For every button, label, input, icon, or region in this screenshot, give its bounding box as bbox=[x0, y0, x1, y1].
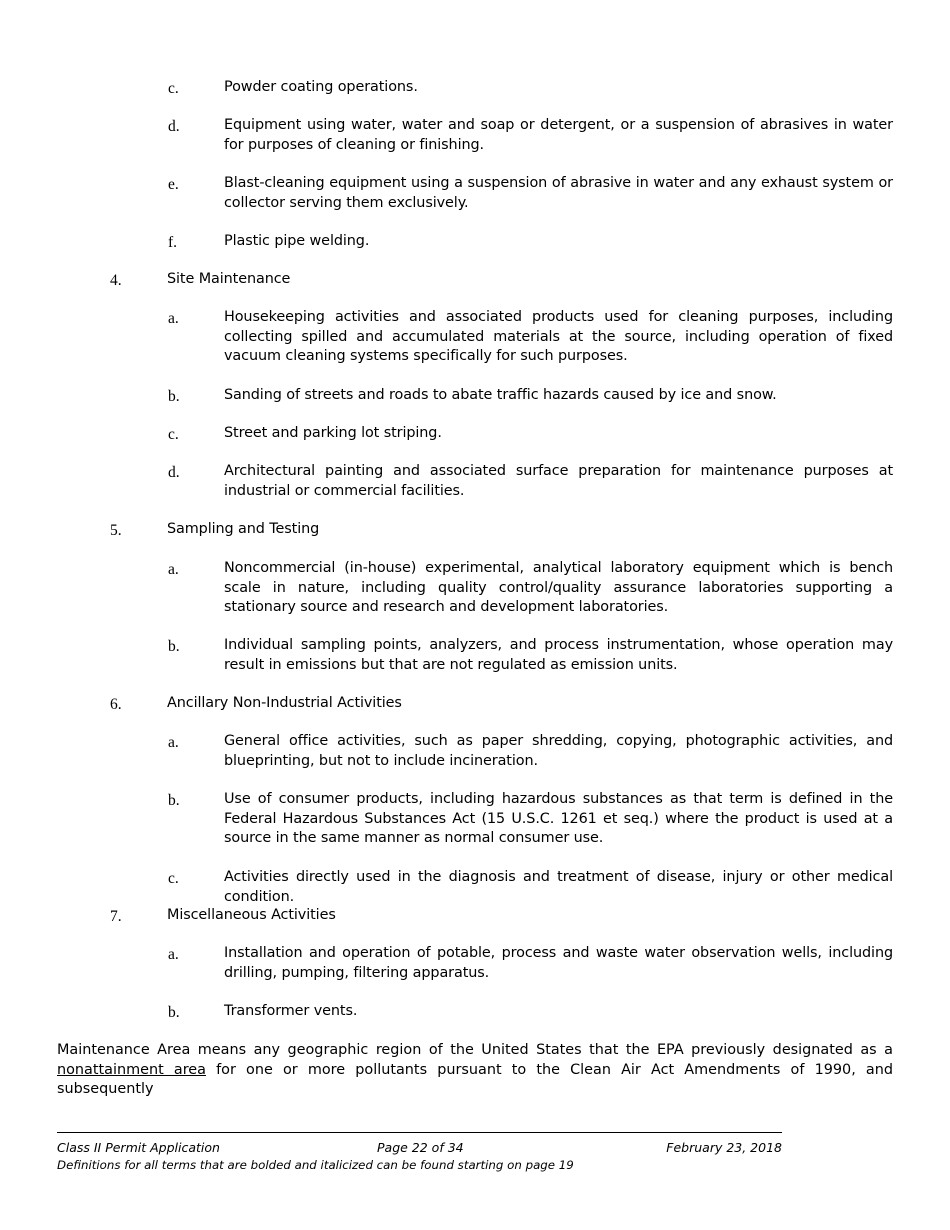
item-letter: c. bbox=[168, 870, 179, 887]
definition-text-after: for one or more pollutants pursuant to the Clean Air Act Amendments of 1990, and subsequently bbox=[57, 1061, 893, 1097]
definition-text-before: means any geographic region of the United States that the EPA previously designated as a bbox=[190, 1042, 893, 1058]
section-number: 4. bbox=[110, 272, 122, 289]
item-letter: d. bbox=[168, 464, 180, 481]
item-text: Housekeeping activities and associated products used for cleaning purposes, including collecting spilled and accumulated materials at the source, including operation of fixed vacuum cleaning systems specifically for such purposes. bbox=[224, 309, 893, 364]
section-title: Ancillary Non-Industrial Activities bbox=[167, 695, 402, 711]
item-letter: a. bbox=[168, 310, 179, 327]
item-text: Activities directly used in the diagnosis and treatment of disease, injury or other medical condition. bbox=[224, 869, 893, 905]
item-letter: c. bbox=[168, 80, 179, 97]
section-number: 7. bbox=[110, 908, 122, 925]
section-number: 5. bbox=[110, 522, 122, 539]
item-text: General office activities, such as paper shredding, copying, photographic activities, and blueprinting, but not to include incineration. bbox=[224, 733, 893, 769]
footer-note: Definitions for all terms that are bolded and italicized can be found starting on page 19 bbox=[57, 1158, 574, 1172]
item-letter: b. bbox=[168, 638, 180, 655]
item-text: Architectural painting and associated surface preparation for maintenance purposes at industrial or commercial facilities. bbox=[224, 463, 893, 499]
item-letter: f. bbox=[168, 234, 178, 251]
footer-page-number: Page 22 of 34 bbox=[377, 1140, 464, 1155]
section-title: Miscellaneous Activities bbox=[167, 907, 336, 923]
footer-divider bbox=[57, 1132, 782, 1133]
item-letter: a. bbox=[168, 946, 179, 963]
section-title: Site Maintenance bbox=[167, 271, 291, 287]
item-text: Use of consumer products, including hazardous substances as that term is defined in the Federal Hazardous Substances Act (15 U.S.C. 1261 et seq.) where the product is used at a source in the same manner as normal consumer use. bbox=[224, 791, 893, 846]
item-text: Blast-cleaning equipment using a suspension of abrasive in water and any exhaust system or collector serving them exclusively. bbox=[224, 175, 893, 211]
item-letter: a. bbox=[168, 734, 179, 751]
item-text: Plastic pipe welding. bbox=[224, 233, 370, 249]
section-number: 6. bbox=[110, 696, 122, 713]
footer-doc-title: Class II Permit Application bbox=[57, 1140, 220, 1155]
item-text: Sanding of streets and roads to abate traffic hazards caused by ice and snow. bbox=[224, 387, 777, 403]
item-text: Street and parking lot striping. bbox=[224, 425, 442, 441]
item-text: Individual sampling points, analyzers, and process instrumentation, whose operation may result in emissions but that are not regulated as emission units. bbox=[224, 637, 893, 673]
definition-term: Maintenance Area bbox=[57, 1042, 191, 1058]
nonattainment-area-link[interactable]: nonattainment area bbox=[57, 1061, 206, 1078]
definition-paragraph bbox=[57, 1041, 893, 1100]
item-letter: b. bbox=[168, 1004, 180, 1021]
item-letter: c. bbox=[168, 426, 179, 443]
item-letter: b. bbox=[168, 792, 180, 809]
footer-date: February 23, 2018 bbox=[666, 1140, 782, 1155]
item-letter: a. bbox=[168, 561, 179, 578]
section-title: Sampling and Testing bbox=[167, 521, 320, 537]
item-text: Noncommercial (in-house) experimental, analytical laboratory equipment which is bench scale in nature, including quality control/quality assurance laboratories supporting a stationary source and research and development laboratories. bbox=[224, 560, 893, 615]
item-text: Equipment using water, water and soap or detergent, or a suspension of abrasives in water for purposes of cleaning or finishing. bbox=[224, 117, 893, 153]
item-letter: e. bbox=[168, 176, 179, 193]
item-text: Powder coating operations. bbox=[224, 79, 418, 95]
item-text: Installation and operation of potable, process and waste water observation wells, including drilling, pumping, filtering apparatus. bbox=[224, 945, 893, 981]
item-text: Transformer vents. bbox=[224, 1003, 358, 1019]
item-letter: d. bbox=[168, 118, 180, 135]
item-letter: b. bbox=[168, 388, 180, 405]
